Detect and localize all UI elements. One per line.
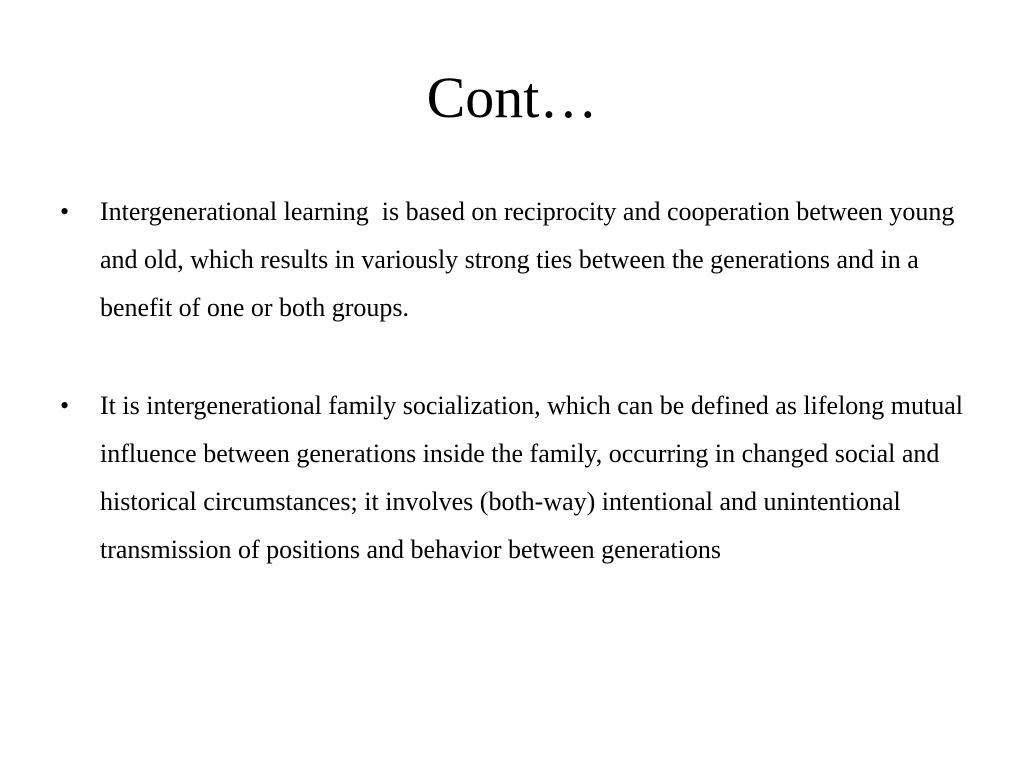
slide-title: Cont… bbox=[426, 65, 598, 130]
bullet-text: It is intergenerational family socialization, which can be defined as lifelong mutual influence between generations inside the family, occurring in changed social and historical circumstances; it involves (both-way) intentional and unintentional transmission of positions and behavior between generations bbox=[100, 391, 964, 564]
bullet-icon: • bbox=[60, 391, 70, 420]
bullet-item bbox=[56, 382, 976, 574]
bullet-icon: • bbox=[60, 197, 70, 226]
bullet-list bbox=[56, 188, 976, 574]
bullet-item bbox=[56, 188, 976, 332]
bullet-text: Intergenerational learning is based on reciprocity and cooperation between young and old, which results in variously strong ties between the generations and in a benefit of one or both groups. bbox=[100, 197, 961, 322]
